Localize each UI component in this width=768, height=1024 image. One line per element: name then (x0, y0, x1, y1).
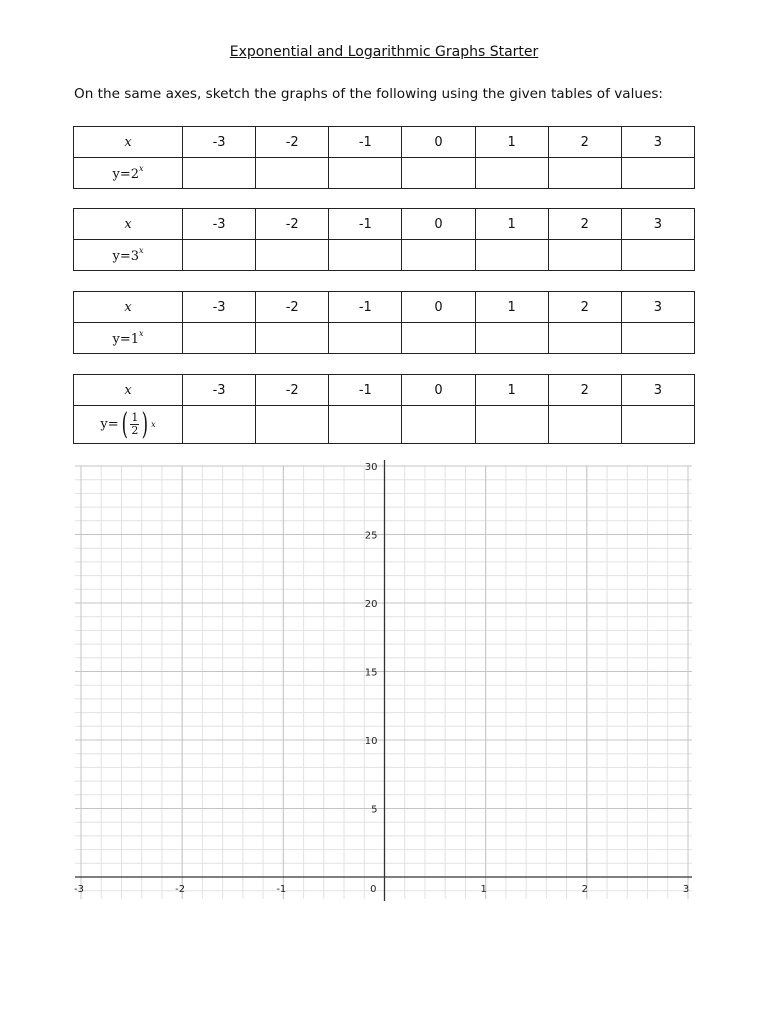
x-value: 1 (475, 209, 548, 240)
base: 2 (130, 167, 139, 182)
x-value: 2 (548, 209, 621, 240)
x-value: -3 (183, 292, 256, 323)
x-value: 2 (548, 292, 621, 323)
x-tick-label: 2 (581, 884, 589, 895)
x-value: -2 (256, 127, 329, 158)
fraction-numerator: 1 (131, 411, 139, 424)
tick-labels (74, 462, 689, 895)
y-tick-label: 20 (364, 599, 378, 610)
instructions: On the same axes, sketch the graphs of the following using the given tables of values: (74, 86, 664, 102)
x-tick-label: -1 (276, 884, 287, 895)
x-value: -1 (329, 127, 402, 158)
minor-gridlines (75, 466, 692, 899)
left-paren: ( (121, 406, 128, 442)
base: 1 (130, 332, 139, 347)
lhs: y= (112, 249, 131, 264)
lhs: y= (112, 167, 131, 182)
exponent: x (151, 420, 156, 429)
x-value: 0 (402, 127, 475, 158)
x-value: -1 (329, 375, 402, 406)
x-value: 3 (621, 375, 694, 406)
x-value: -3 (183, 209, 256, 240)
x-header: x (74, 375, 183, 406)
y-tick-label: 5 (371, 804, 378, 816)
y-tick-label: 10 (364, 736, 378, 747)
y-tick-label: 30 (364, 462, 378, 473)
x-value: 1 (475, 292, 548, 323)
x-tick-label: 1 (480, 884, 487, 895)
x-value: 3 (621, 292, 694, 323)
x-value: 0 (402, 292, 475, 323)
page-title: Exponential and Logarithmic Graphs Starter (229, 44, 539, 60)
x-value: -1 (329, 209, 402, 240)
axes (75, 460, 692, 901)
x-value: -2 (256, 292, 329, 323)
y-tick-label: 25 (364, 530, 378, 542)
x-header: x (74, 292, 183, 323)
x-header: x (74, 127, 183, 158)
origin-label: 0 (370, 884, 377, 895)
x-value: 3 (621, 209, 694, 240)
exponent: x (139, 164, 144, 173)
x-value: 0 (402, 209, 475, 240)
x-tick-label: 3 (682, 884, 690, 895)
x-value: -2 (256, 209, 329, 240)
y-tick-label: 15 (364, 667, 378, 679)
x-value: 3 (621, 127, 694, 158)
major-gridlines (75, 466, 692, 899)
x-tick-label: -2 (175, 884, 186, 895)
x-value: 1 (475, 127, 548, 158)
lhs: y= (100, 417, 119, 432)
lhs: y= (112, 332, 131, 347)
x-tick-label: -3 (74, 884, 84, 895)
exponent: x (139, 246, 144, 255)
base: 3 (130, 249, 139, 264)
x-value: 1 (475, 375, 548, 406)
right-paren: ) (141, 406, 149, 442)
x-value: 2 (548, 375, 621, 406)
x-value: 0 (402, 375, 475, 406)
x-header: x (74, 209, 183, 240)
x-value: 2 (548, 127, 621, 158)
exponent: x (139, 329, 144, 338)
x-value: -3 (183, 127, 256, 158)
x-value: -2 (256, 375, 329, 406)
fraction-denominator: 2 (131, 424, 139, 437)
x-value: -1 (329, 292, 402, 323)
x-value: -3 (183, 375, 256, 406)
